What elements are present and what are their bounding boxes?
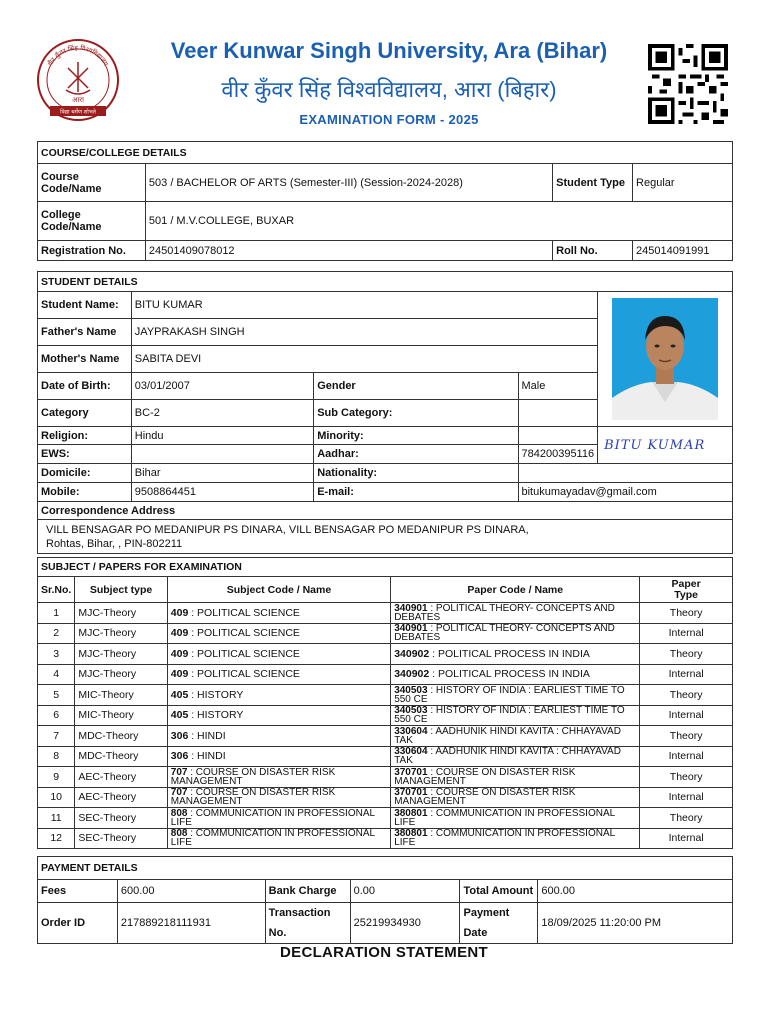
registration-value: 24501409078012: [145, 241, 552, 261]
payment-section-title: PAYMENT DETAILS: [38, 857, 733, 880]
subject-code: 409: [170, 668, 189, 681]
subject-name: : COMMUNICATION IN PROFESSIONAL LIFE: [170, 828, 375, 849]
subject-name: : COURSE ON DISASTER RISK MANAGEMENT: [170, 766, 336, 787]
subject-name: : HINDI: [188, 750, 226, 763]
table-row: [38, 705, 733, 726]
category-value: BC-2: [131, 400, 313, 427]
header-paper-type: Paper Type: [640, 577, 733, 603]
cell-sr-no: 2: [38, 623, 75, 644]
cell-subject-type: MJC-Theory: [75, 664, 167, 685]
aadhar-label: Aadhar:: [314, 445, 518, 464]
gender-label: Gender: [314, 373, 518, 400]
cell-paper-code: [391, 644, 640, 665]
subject-name: : POLITICAL SCIENCE: [188, 606, 300, 619]
qr-code-icon: [646, 44, 730, 124]
cell-subject-code: [167, 726, 390, 747]
paper-code: 330604: [394, 725, 428, 737]
photo-cell: [598, 292, 733, 427]
cell-subject-type: MIC-Theory: [75, 705, 167, 726]
header-subject-code: Subject Code / Name: [167, 577, 390, 603]
table-row: [38, 828, 733, 849]
cell-subject-type: AEC-Theory: [75, 787, 167, 808]
cell-subject-code: [167, 644, 390, 665]
mother-name-label: Mother's Name: [38, 346, 132, 373]
cell-subject-type: MDC-Theory: [75, 726, 167, 747]
transaction-no-value: 25219934930: [350, 903, 460, 944]
subject-name: : HINDI: [188, 729, 226, 742]
paper-name: : COURSE ON DISASTER RISK MANAGEMENT: [394, 787, 576, 808]
cell-paper-type: Theory: [640, 644, 733, 665]
fees-value: 600.00: [117, 880, 265, 903]
cell-subject-type: SEC-Theory: [75, 828, 167, 849]
subject-name: : POLITICAL SCIENCE: [188, 668, 300, 681]
cell-subject-type: SEC-Theory: [75, 808, 167, 829]
religion-label: Religion:: [38, 427, 132, 445]
cell-subject-type: MDC-Theory: [75, 746, 167, 767]
cell-subject-code: [167, 808, 390, 829]
cell-sr-no: 3: [38, 644, 75, 665]
paper-code: 340503: [394, 684, 428, 696]
paper-code: 340902: [394, 647, 430, 660]
subject-code: 409: [170, 647, 189, 660]
cell-paper-code: [391, 685, 640, 706]
cell-subject-type: MJC-Theory: [75, 603, 167, 624]
subcategory-value: [518, 400, 598, 427]
paper-code: 340901: [394, 602, 428, 614]
minority-label: Minority:: [314, 427, 518, 445]
total-amount-label: Total Amount: [460, 880, 538, 903]
student-name-value: BITU KUMAR: [131, 292, 597, 319]
cell-paper-type: Internal: [640, 664, 733, 685]
cell-subject-code: [167, 603, 390, 624]
address-value: [38, 520, 733, 554]
cell-sr-no: 11: [38, 808, 75, 829]
logo-top-text: वीर कुँवर सिंह विश्वविद्यालय: [46, 43, 111, 68]
subjects-section-title: SUBJECT / PAPERS FOR EXAMINATION: [38, 558, 733, 577]
mobile-value: 9508864451: [131, 483, 313, 502]
cell-paper-code: [391, 808, 640, 829]
paper-name: : COMMUNICATION IN PROFESSIONAL LIFE: [394, 807, 615, 828]
nationality-value: [518, 464, 733, 483]
header-sr-no: Sr.No.: [38, 577, 75, 603]
cell-paper-type: Theory: [640, 685, 733, 706]
dob-label: Date of Birth:: [38, 373, 132, 400]
logo-middle-text: आरा: [72, 96, 84, 104]
university-title-en: Veer Kunwar Singh University, Ara (Bihar): [170, 38, 608, 63]
subject-code: 707: [170, 787, 188, 799]
cell-paper-type: Theory: [640, 808, 733, 829]
cell-sr-no: 12: [38, 828, 75, 849]
student-details-table: [37, 271, 733, 554]
cell-paper-code: [391, 828, 640, 849]
student-signature: BITU KUMAR: [604, 437, 706, 453]
college-code-value: 501 / M.V.COLLEGE, BUXAR: [145, 202, 732, 241]
table-row: [38, 787, 733, 808]
cell-subject-type: MIC-Theory: [75, 685, 167, 706]
table-row: [38, 726, 733, 747]
subject-code: 409: [170, 627, 189, 640]
logo-ribbon-text: विद्या धर्मेण शोभते: [60, 109, 96, 116]
roll-no-value: 245014091991: [633, 241, 733, 261]
university-title-hi: वीर कुँवर सिंह विश्वविद्यालय, आरा (बिहार): [221, 77, 557, 102]
cell-sr-no: 7: [38, 726, 75, 747]
paper-name: : AADHUNIK HINDI KAVITA : CHHAYAVAD TAK: [394, 725, 621, 746]
cell-paper-type: Theory: [640, 603, 733, 624]
paper-name: : COMMUNICATION IN PROFESSIONAL LIFE: [394, 828, 615, 849]
student-type-value: Regular: [633, 164, 733, 202]
cell-sr-no: 6: [38, 705, 75, 726]
cell-subject-code: [167, 767, 390, 788]
paper-code: 380801: [394, 828, 428, 840]
bank-charge-label: Bank Charge: [265, 880, 350, 903]
cell-sr-no: 5: [38, 685, 75, 706]
table-row: [38, 664, 733, 685]
course-code-value: 503 / BACHELOR OF ARTS (Semester-III) (Session-2024-2028): [145, 164, 552, 202]
subject-code: 306: [170, 750, 189, 763]
student-name-label: Student Name:: [38, 292, 132, 319]
cell-paper-type: Internal: [640, 828, 733, 849]
course-section-title: COURSE/COLLEGE DETAILS: [38, 142, 733, 164]
cell-subject-code: [167, 685, 390, 706]
father-name-label: Father's Name: [38, 319, 132, 346]
table-row: [38, 685, 733, 706]
paper-code: 340902: [394, 668, 430, 681]
domicile-label: Domicile:: [38, 464, 132, 483]
domicile-value: Bihar: [131, 464, 313, 483]
paper-code: 380801: [394, 807, 428, 819]
paper-code: 370701: [394, 787, 428, 799]
aadhar-value: 784200395116: [518, 445, 598, 464]
roll-no-label: Roll No.: [553, 241, 633, 261]
paper-code: 340503: [394, 705, 428, 717]
cell-subject-code: [167, 705, 390, 726]
total-amount-value: 600.00: [538, 880, 733, 903]
paper-name: : AADHUNIK HINDI KAVITA : CHHAYAVAD TAK: [394, 746, 621, 767]
paper-name: : HISTORY OF INDIA : EARLIEST TIME TO 550 CE: [394, 684, 625, 705]
signature-cell: [598, 427, 733, 464]
address-label: Correspondence Address: [38, 502, 733, 520]
subject-code: 405: [170, 709, 189, 722]
address-line-1: VILL BENSAGAR PO MEDANIPUR PS DINARA, VILL BENSAGAR PO MEDANIPUR PS DINARA,: [46, 523, 529, 536]
cell-paper-code: [391, 623, 640, 644]
religion-value: Hindu: [131, 427, 313, 445]
cell-sr-no: 4: [38, 664, 75, 685]
cell-paper-code: [391, 726, 640, 747]
header-paper-code: Paper Code / Name: [391, 577, 640, 603]
paper-code: 330604: [394, 746, 428, 758]
cell-subject-code: [167, 787, 390, 808]
cell-paper-type: Internal: [640, 705, 733, 726]
declaration-title: DECLARATION STATEMENT: [280, 944, 488, 961]
cell-subject-code: [167, 623, 390, 644]
cell-sr-no: 9: [38, 767, 75, 788]
cell-paper-code: [391, 746, 640, 767]
cell-subject-code: [167, 746, 390, 767]
cell-sr-no: 1: [38, 603, 75, 624]
transaction-no-label: Transaction No.: [265, 903, 350, 944]
subject-code: 808: [170, 828, 188, 840]
table-row: [38, 603, 733, 624]
student-section-title: STUDENT DETAILS: [38, 272, 733, 292]
subject-name: : HISTORY: [188, 688, 244, 701]
student-photo: [612, 298, 718, 420]
table-row: [38, 623, 733, 644]
cell-subject-type: AEC-Theory: [75, 767, 167, 788]
student-type-label: Student Type: [553, 164, 633, 202]
cell-paper-type: Internal: [640, 787, 733, 808]
cell-paper-type: Theory: [640, 726, 733, 747]
subject-code: 306: [170, 729, 189, 742]
payment-table: [37, 856, 733, 944]
course-college-table: [37, 141, 733, 261]
paper-name: : POLITICAL THEORY- CONCEPTS AND DEBATES: [394, 623, 615, 644]
ews-value: [131, 445, 313, 464]
exam-form-title: EXAMINATION FORM - 2025: [299, 112, 479, 127]
fees-label: Fees: [38, 880, 118, 903]
father-name-value: JAYPRAKASH SINGH: [131, 319, 597, 346]
category-label: Category: [38, 400, 132, 427]
paper-code: 370701: [394, 766, 428, 778]
cell-paper-type: Internal: [640, 623, 733, 644]
payment-date-label: Payment Date: [460, 903, 538, 944]
table-row: [38, 644, 733, 665]
cell-subject-code: [167, 664, 390, 685]
order-id-value: 217889218111931: [117, 903, 265, 944]
subject-name: : COURSE ON DISASTER RISK MANAGEMENT: [170, 787, 336, 808]
subject-name: : COMMUNICATION IN PROFESSIONAL LIFE: [170, 807, 375, 828]
cell-sr-no: 10: [38, 787, 75, 808]
cell-paper-type: Internal: [640, 746, 733, 767]
subcategory-label: Sub Category:: [314, 400, 518, 427]
gender-value: Male: [518, 373, 598, 400]
table-row: [38, 767, 733, 788]
email-label: E-mail:: [314, 483, 518, 502]
cell-subject-type: MJC-Theory: [75, 644, 167, 665]
header-subject-type: Subject type: [75, 577, 167, 603]
bank-charge-value: 0.00: [350, 880, 460, 903]
cell-paper-code: [391, 787, 640, 808]
cell-subject-type: MJC-Theory: [75, 623, 167, 644]
cell-paper-code: [391, 767, 640, 788]
cell-paper-code: [391, 664, 640, 685]
address-line-2: Rohtas, Bihar, , PIN-802211: [46, 537, 183, 550]
subject-code: 707: [170, 766, 188, 778]
paper-name: : POLITICAL THEORY- CONCEPTS AND DEBATES: [394, 602, 615, 623]
cell-paper-code: [391, 603, 640, 624]
ews-label: EWS:: [38, 445, 132, 464]
table-row: [38, 746, 733, 767]
course-code-label: Course Code/Name: [38, 164, 146, 202]
minority-value: [518, 427, 598, 445]
subject-code: 808: [170, 807, 188, 819]
cell-sr-no: 8: [38, 746, 75, 767]
paper-name: : COURSE ON DISASTER RISK MANAGEMENT: [394, 766, 576, 787]
subject-name: : POLITICAL SCIENCE: [188, 627, 300, 640]
table-row: [38, 808, 733, 829]
mobile-label: Mobile:: [38, 483, 132, 502]
subject-code: 409: [170, 606, 189, 619]
order-id-label: Order ID: [38, 903, 118, 944]
subjects-table: [37, 557, 733, 849]
subject-name: : POLITICAL SCIENCE: [188, 647, 300, 660]
dob-value: 03/01/2007: [131, 373, 313, 400]
subject-name: : HISTORY: [188, 709, 244, 722]
paper-name: : HISTORY OF INDIA : EARLIEST TIME TO 550 CE: [394, 705, 625, 726]
cell-paper-code: [391, 705, 640, 726]
cell-paper-type: Theory: [640, 767, 733, 788]
payment-date-value: 18/09/2025 11:20:00 PM: [538, 903, 733, 944]
email-value: bitukumayadav@gmail.com: [518, 483, 733, 502]
nationality-label: Nationality:: [314, 464, 518, 483]
subject-code: 405: [170, 688, 189, 701]
paper-name: : POLITICAL PROCESS IN INDIA: [429, 668, 590, 681]
registration-label: Registration No.: [38, 241, 146, 261]
college-code-label: College Code/Name: [38, 202, 146, 241]
paper-code: 340901: [394, 623, 428, 635]
cell-subject-code: [167, 828, 390, 849]
paper-name: : POLITICAL PROCESS IN INDIA: [429, 647, 590, 660]
mother-name-value: SABITA DEVI: [131, 346, 597, 373]
